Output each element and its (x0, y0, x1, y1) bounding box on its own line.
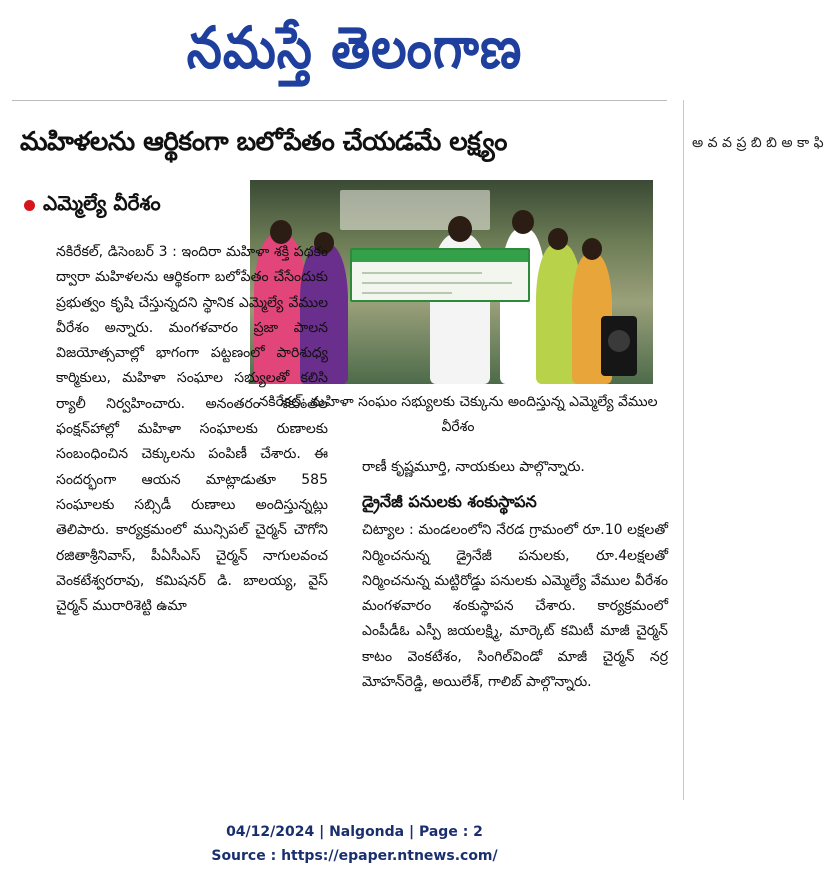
article-body-column (56, 240, 328, 619)
cheque-line (362, 282, 512, 284)
cheque-line (362, 272, 482, 274)
divider (12, 100, 667, 101)
photo-head (582, 238, 602, 260)
photo-caption: నకిరేకల్: మహిళా సంఘం సభ్యులకు చెక్కును అందిస్తున్న ఎమ్మెల్యే వేముల వీరేశం (258, 394, 658, 435)
cheque-board (350, 248, 530, 302)
photo-head (448, 216, 472, 242)
photo-head (512, 210, 534, 234)
article-body: నకిరేకల్, డిసెంబర్ 3 : ఇందిరా మహిళా శక్తి పథకం ద్వారా మహిళలను ఆర్థికంగా బలోపేతం చేసేందుకు ప్రభుత్వం కృషి చేస్తున్నదని స్థానిక ఎమ్మెల్యే వేముల వీరేశం అన్నారు. మంగళవారం ప్రజా పాలన విజయోత్సవాల్లో భాగంగా పట్టణంలో పారిశుధ్య కార్మికులు, మహిళా సంఘాల సభ్యులతో కలిసి ర్యాలీ నిర్వహించారు. అనంతరం శకుంతల ఫంక్షన్‌హాల్లో మహిళా సంఘాలకు రుణాలకు సంబంధించిన చెక్కులను పంపిణీ చేశారు. ఈ సందర్భంగా ఆయన మాట్లాడుతూ 585 సంఘాలకు సబ్సిడీ రుణాలు అందిస్తున్నట్లు తెలిపారు. కార్యక్రమంలో మున్సిపల్ చైర్మన్ చౌగోని రజితాశ్రీనివాస్, పీఏసీఎస్ చైర్మన్ నాగులవంచ వెంకటేశ్వరరావు, కమిషనర్ డి. బాలయ్య, వైస్ చైర్మన్ మురారిశెట్టి ఉమా (56, 244, 328, 615)
speaker-icon (601, 316, 637, 376)
footer-date-edition: 04/12/2024 | Nalgonda | Page : 2 (226, 824, 483, 840)
article-headline: మహిళలను ఆర్థికంగా బలోపేతం చేయడమే లక్ష్యం (20, 127, 507, 157)
footer-source: Source : https://epaper.ntnews.com/ (211, 848, 498, 864)
edge-column-text: అ వ వ ప్ర బి బి అ కా ఫి (692, 135, 824, 151)
byline-text: ఎమ్మెల్యే వీరేశం (43, 190, 161, 215)
newspaper-logo: నమస్తే తెలంగాణ (186, 14, 523, 82)
column-divider (683, 100, 684, 800)
brief-body: చిట్యాల : మండలంలోని నేరడ గ్రామంలో రూ.10 లక్షలతో నిర్మించనున్న డ్రైనేజీ పనులకు, రూ.4లక్షలతో నిర్మించనున్న మట్టిరోడ్డు పనులకు ఎమ్మెల్యే వేముల వీరేశం మంగళవారం శంకుస్థాపన చేశారు. కార్యక్రమంలో ఎంపీడీఓ ఎస్పీ జయలక్ష్మి, మార్కెట్ కమిటీ మాజీ చైర్మన్ కాటం వెంకటేశం, సింగిల్‌విండో మాజీ చైర్మన్ నర్ర మోహన్‌రెడ్డి, అయిలేశ్, గాలిబ్ పాల్గొన్నారు. (362, 522, 668, 691)
masthead (0, 0, 709, 96)
cheque-line (362, 292, 452, 294)
right-column (362, 455, 668, 695)
article-body-continued: రాణీ కృష్ణమూర్తి, నాయకులు పాల్గొన్నారు. (362, 459, 585, 475)
brief-headline: డ్రైనేజీ పనులకు శంకుస్థాపన (362, 492, 537, 512)
cheque-stripe (352, 250, 528, 262)
photo-head (548, 228, 568, 250)
bullet-icon (24, 200, 35, 211)
article-byline (24, 190, 161, 220)
adjacent-column-edge (692, 130, 824, 810)
page-footer (0, 820, 709, 868)
